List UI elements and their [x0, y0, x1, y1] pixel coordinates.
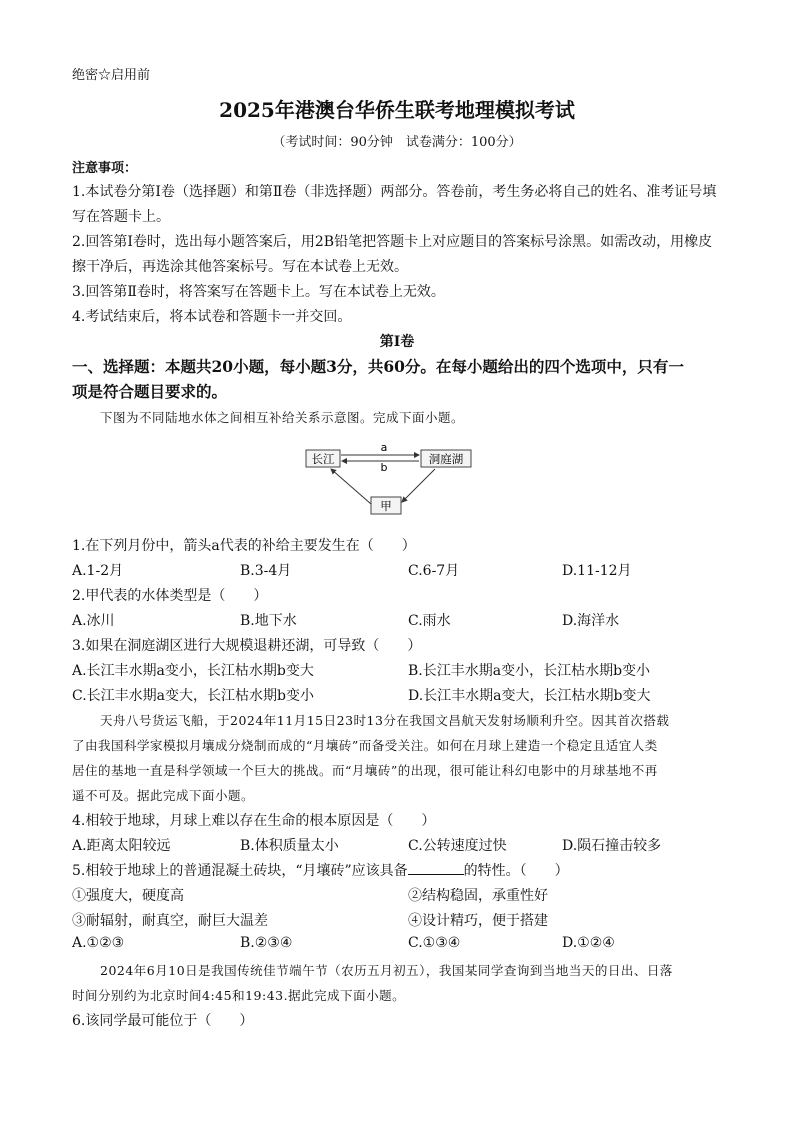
confidential-label: 绝密☆启用前 — [72, 68, 151, 83]
question-stem: 1.在下列月份中，箭头a代表的补给主要发生在（ ） — [72, 538, 416, 554]
note-line: 4.考试结束后，将本试卷和答题卡一并交回。 — [72, 309, 352, 325]
statement-item: ③耐辐射，耐真空，耐巨大温差 — [72, 913, 268, 929]
exam-title: 2025年港澳台华侨生联考地理模拟考试 — [219, 98, 575, 122]
question-stem — [72, 860, 569, 880]
notes-heading: 注意事项： — [72, 161, 138, 176]
section-instruction: 项是符合题目要求的。 — [72, 382, 228, 401]
exam-subtitle: （考试时间：90分钟 试卷满分：100分） — [272, 135, 522, 150]
option-d[interactable]: D.海洋水 — [562, 613, 620, 629]
option-d[interactable]: D.陨石撞击较多 — [562, 838, 662, 854]
arrow-b-label: b — [380, 461, 388, 474]
option-c[interactable]: C.雨水 — [408, 613, 451, 629]
section-instruction: 一、选择题：本题共20小题，每小题3分，共60分。在每小题给出的四个选项中，只有一 — [72, 357, 684, 376]
question-stem: 6.该同学最可能位于（ ） — [72, 1013, 254, 1029]
question-stem: 3.如果在洞庭湖区进行大规模退耕还湖，可导致（ ） — [72, 638, 422, 654]
option-b[interactable]: B.长江丰水期a变小，长江枯水期b变小 — [408, 663, 651, 679]
statement-item: ①强度大，硬度高 — [72, 888, 184, 904]
option-c[interactable]: C.公转速度过快 — [408, 838, 507, 854]
option-a[interactable]: A.冰川 — [72, 613, 115, 629]
question-stem-part1: 5.相较于地球上的普通混凝土砖块，“月壤砖”应该具备 — [72, 863, 408, 879]
note-line: 写在答题卡上。 — [72, 209, 170, 225]
box-changjiang-label: 长江 — [311, 452, 335, 466]
passage-line: 了由我国科学家模拟月壤成分烧制而成的“月壤砖”而备受关注。如何在月球上建造一个稳定且适宜人类 — [72, 738, 658, 753]
passage-line: 遥不可及。据此完成下面小题。 — [72, 788, 255, 803]
option-b[interactable]: B.地下水 — [240, 613, 297, 629]
note-line: 2.回答第Ⅰ卷时，选出每小题答案后，用2B铅笔把答题卡上对应题目的答案标号涂黑。如需改动，用橡皮 — [72, 234, 713, 250]
option-a[interactable]: A.距离太阳较远 — [72, 838, 171, 854]
option-c[interactable]: C.6-7月 — [408, 563, 460, 579]
statement-item: ④设计精巧，便于搭建 — [408, 913, 548, 929]
note-line: 1.本试卷分第Ⅰ卷（选择题）和第Ⅱ卷（非选择题）两部分。答卷前，考生务必将自己的姓名、准考证号填 — [72, 184, 717, 200]
arrow-dongtinghu-to-jia — [402, 469, 435, 502]
question-stem: 2.甲代表的水体类型是（ ） — [72, 588, 268, 604]
passage-line: 时间分别约为北京时间4:45和19:43.据此完成下面小题。 — [72, 988, 406, 1003]
statement-item: ②结构稳固，承重性好 — [408, 888, 548, 904]
note-line: 擦干净后，再选涂其他答案标号。写在本试卷上无效。 — [72, 259, 408, 275]
option-b[interactable]: B.3-4月 — [240, 563, 292, 579]
option-a[interactable]: A.1-2月 — [72, 563, 124, 579]
option-c[interactable]: C.①③④ — [408, 935, 461, 951]
answer-blank — [408, 862, 464, 875]
water-supply-diagram — [305, 438, 495, 520]
arrow-a-label: a — [380, 441, 388, 454]
section-heading: 第Ⅰ卷 — [379, 334, 415, 350]
option-a[interactable]: A.长江丰水期a变小，长江枯水期b变大 — [72, 663, 314, 679]
option-c[interactable]: C.长江丰水期a变大，长江枯水期b变小 — [72, 688, 314, 704]
option-b[interactable]: B.②③④ — [240, 935, 293, 951]
passage-intro: 下图为不同陆地水体之间相互补给关系示意图。完成下面小题。 — [100, 410, 465, 425]
question-stem: 4.相较于地球，月球上难以存在生命的根本原因是（ ） — [72, 813, 436, 829]
arrow-jia-to-changjiang — [331, 469, 371, 504]
option-d[interactable]: D.长江丰水期a变大，长江枯水期b变大 — [408, 688, 651, 704]
note-line: 3.回答第Ⅱ卷时，将答案写在答题卡上。写在本试卷上无效。 — [72, 284, 445, 300]
question-stem-part2: 的特性。（ ） — [463, 863, 569, 879]
passage-line: 2024年6月10日是我国传统佳节端午节（农历五月初五），我国某同学查询到当地当天的日出、日落 — [100, 963, 673, 978]
box-jia-label: 甲 — [380, 499, 392, 513]
option-b[interactable]: B.体积质量太小 — [240, 838, 339, 854]
option-d[interactable]: D.①②④ — [562, 935, 615, 951]
option-a[interactable]: A.①②③ — [72, 935, 125, 951]
box-dongtinghu-label: 洞庭湖 — [428, 452, 464, 466]
passage-line: 居住的基地一直是科学领域一个巨大的挑战。而“月壤砖”的出现，很可能让科幻电影中的月球基地不再 — [72, 763, 658, 778]
passage-line: 天舟八号货运飞船，于2024年11月15日23时13分在我国文昌航天发射场顺利升空。因其首次搭载 — [100, 713, 670, 728]
option-d[interactable]: D.11-12月 — [562, 563, 632, 579]
